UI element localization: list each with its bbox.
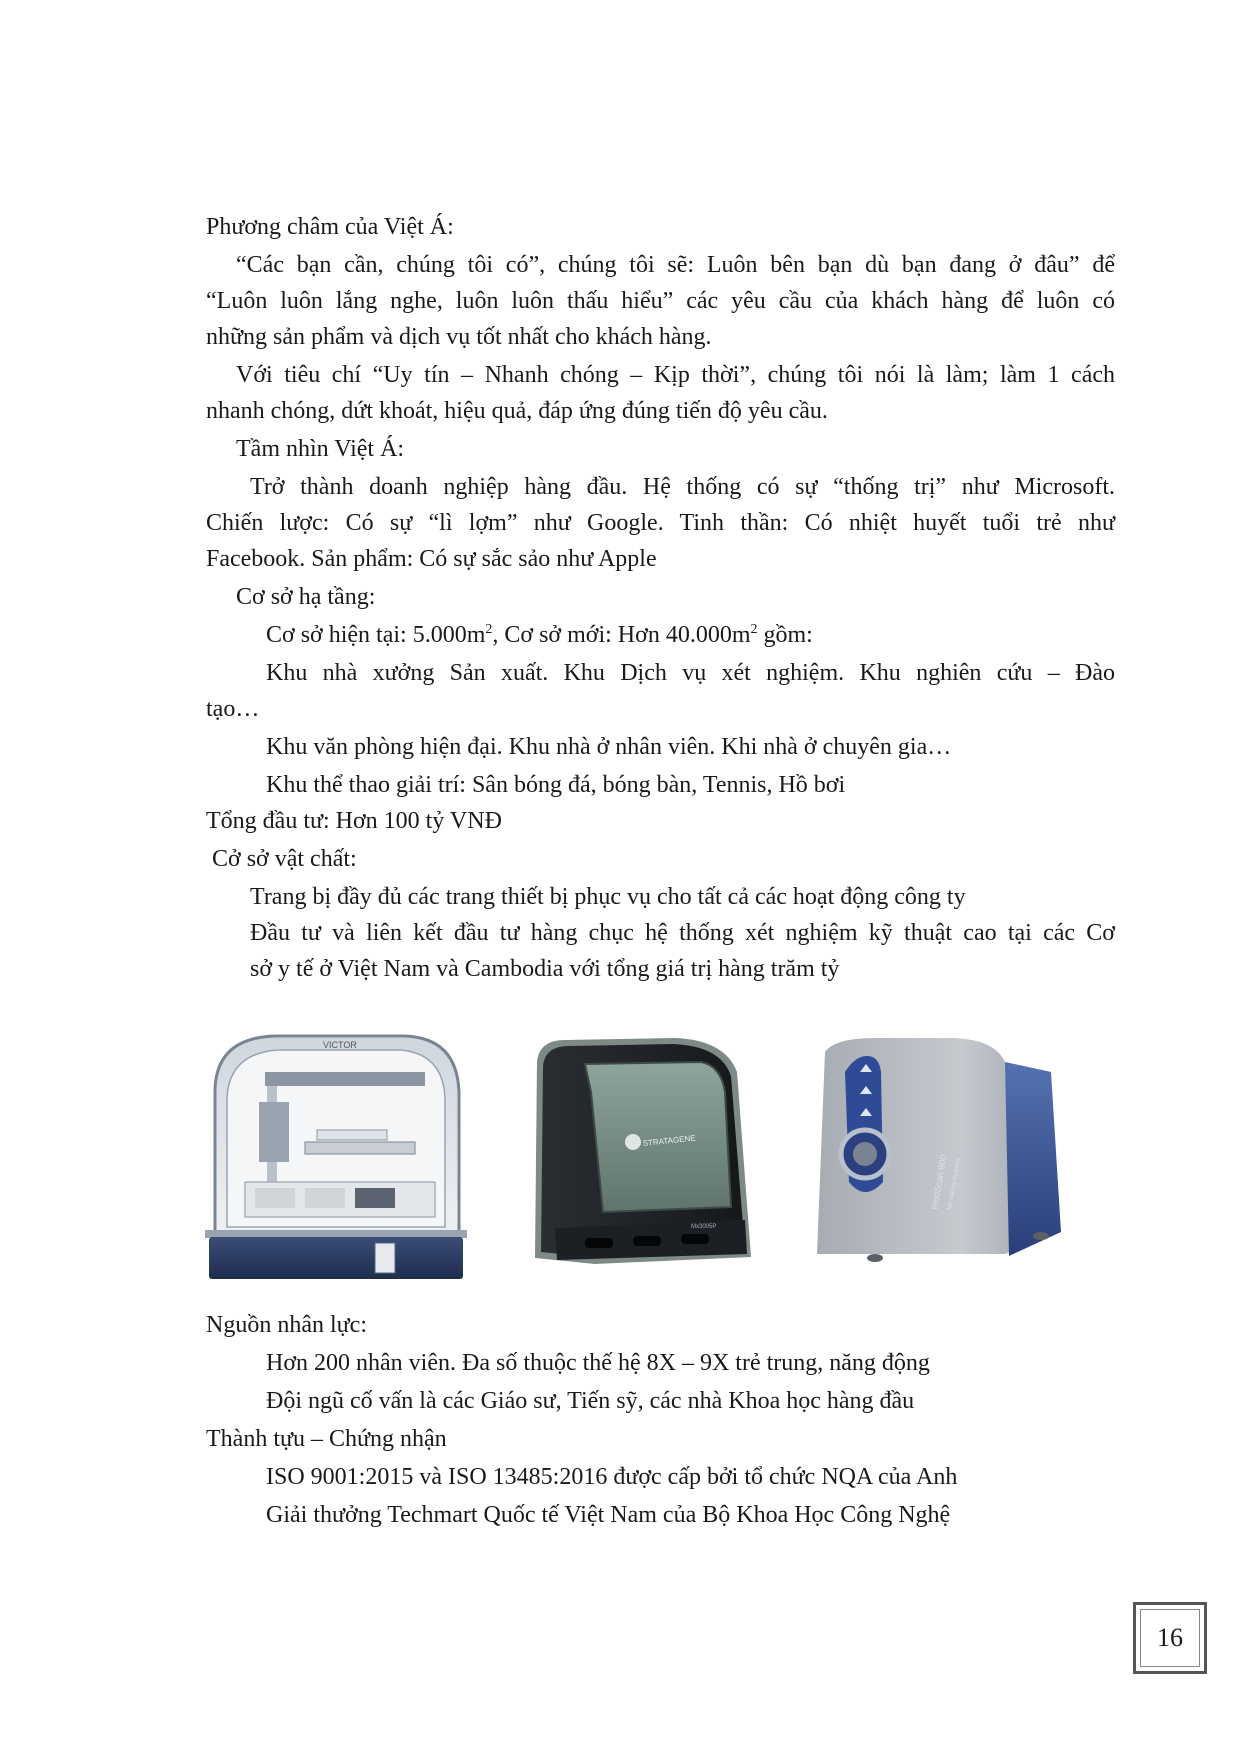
heading-motto: Phương châm của Việt Á: <box>206 214 454 240</box>
heading-human-resources: Nguồn nhân lực: <box>206 1312 367 1338</box>
dev3-sub-label: Microarray Scanner <box>947 1157 963 1211</box>
heading-vision: Tầm nhìn Việt Á: <box>236 436 405 462</box>
paragraph-line: Hơn 200 nhân viên. Đa số thuộc thế hệ 8X – 9X trẻ trung, năng động <box>266 1350 930 1376</box>
paragraph-line: “Luôn luôn lắng nghe, luôn luôn thấu hiểu” các yêu cầu của khách hàng để luôn có <box>206 288 1115 314</box>
paragraph-line: nhanh chóng, dứt khoát, hiệu quả, đáp ứng đúng tiến độ yêu cầu. <box>206 398 828 424</box>
paragraph-line: Khu văn phòng hiện đại. Khu nhà ở nhân viên. Khi nhà ở chuyên gia… <box>266 734 952 760</box>
paragraph-line: những sản phẩm và dịch vụ tốt nhất cho khách hàng. <box>206 324 712 350</box>
paragraph-line: sở y tế ở Việt Nam và Cambodia với tổng giá trị hàng trăm tỷ <box>250 956 840 982</box>
pcr-machine-image <box>525 1032 757 1272</box>
heading-achievements: Thành tựu – Chứng nhận <box>206 1426 447 1452</box>
equipment-photos <box>205 1032 1065 1302</box>
dev2-brand-label: STRATAGENE <box>642 1133 696 1148</box>
heading-infrastructure: Cơ sở hạ tầng: <box>236 584 376 610</box>
paragraph-line: Giải thưởng Techmart Quốc tế Việt Nam của Bộ Khoa Học Công Nghệ <box>266 1502 951 1528</box>
liquid-handler-image <box>205 1032 467 1282</box>
paragraph-line: Với tiêu chí “Uy tín – Nhanh chóng – Kịp thời”, chúng tôi nói là làm; làm 1 cách <box>236 362 1115 388</box>
dev3-model-label: InnoScan 900 <box>929 1153 949 1211</box>
dev2-model-label: Mx3005P <box>691 1224 717 1230</box>
paragraph-line: Đầu tư và liên kết đầu tư hàng chục hệ thống xét nghiệm kỹ thuật cao tại các Cơ <box>250 920 1115 946</box>
paragraph-line: Đội ngũ cố vấn là các Giáo sư, Tiến sỹ, các nhà Khoa học hàng đầu <box>266 1388 915 1414</box>
paragraph-line: Tổng đầu tư: Hơn 100 tỷ VNĐ <box>206 808 502 834</box>
microarray-scanner-image <box>805 1032 1065 1272</box>
paragraph-line: Trở thành doanh nghiệp hàng đầu. Hệ thống có sự “thống trị” như Microsoft. <box>250 474 1115 500</box>
dev1-brand-label: VICTOR <box>323 1040 357 1050</box>
paragraph-line: Trang bị đầy đủ các trang thiết bị phục vụ cho tất cả các hoạt động công ty <box>250 884 966 910</box>
paragraph-line: Cơ sở hiện tại: $5.000m^2$, Cơ sở mới: Hơn $40.000m^2$ gồm: <box>266 622 813 648</box>
paragraph-line: “Các bạn cần, chúng tôi có”, chúng tôi sẽ: Luôn bên bạn dù bạn đang ở đâu” để <box>236 252 1115 278</box>
paragraph-line: Khu thể thao giải trí: Sân bóng đá, bóng bàn, Tennis, Hồ bơi <box>266 772 846 798</box>
heading-facilities: Cở sở vật chất: <box>212 846 357 872</box>
paragraph-line: ISO 9001:2015 và ISO 13485:2016 được cấp bởi tổ chức NQA của Anh <box>266 1464 958 1490</box>
page-number-frame <box>1133 1602 1207 1674</box>
page-number: 16 <box>1157 1623 1183 1652</box>
paragraph-line: tạo… <box>206 696 260 722</box>
paragraph-line: Khu nhà xưởng Sản xuất. Khu Dịch vụ xét nghiệm. Khu nghiên cứu – Đào <box>266 660 1115 686</box>
paragraph-line: Facebook. Sản phẩm: Có sự sắc sảo như Apple <box>206 546 657 572</box>
paragraph-line: Chiến lược: Có sự “lì lợm” như Google. Tinh thần: Có nhiệt huyết tuổi trẻ như <box>206 510 1115 536</box>
